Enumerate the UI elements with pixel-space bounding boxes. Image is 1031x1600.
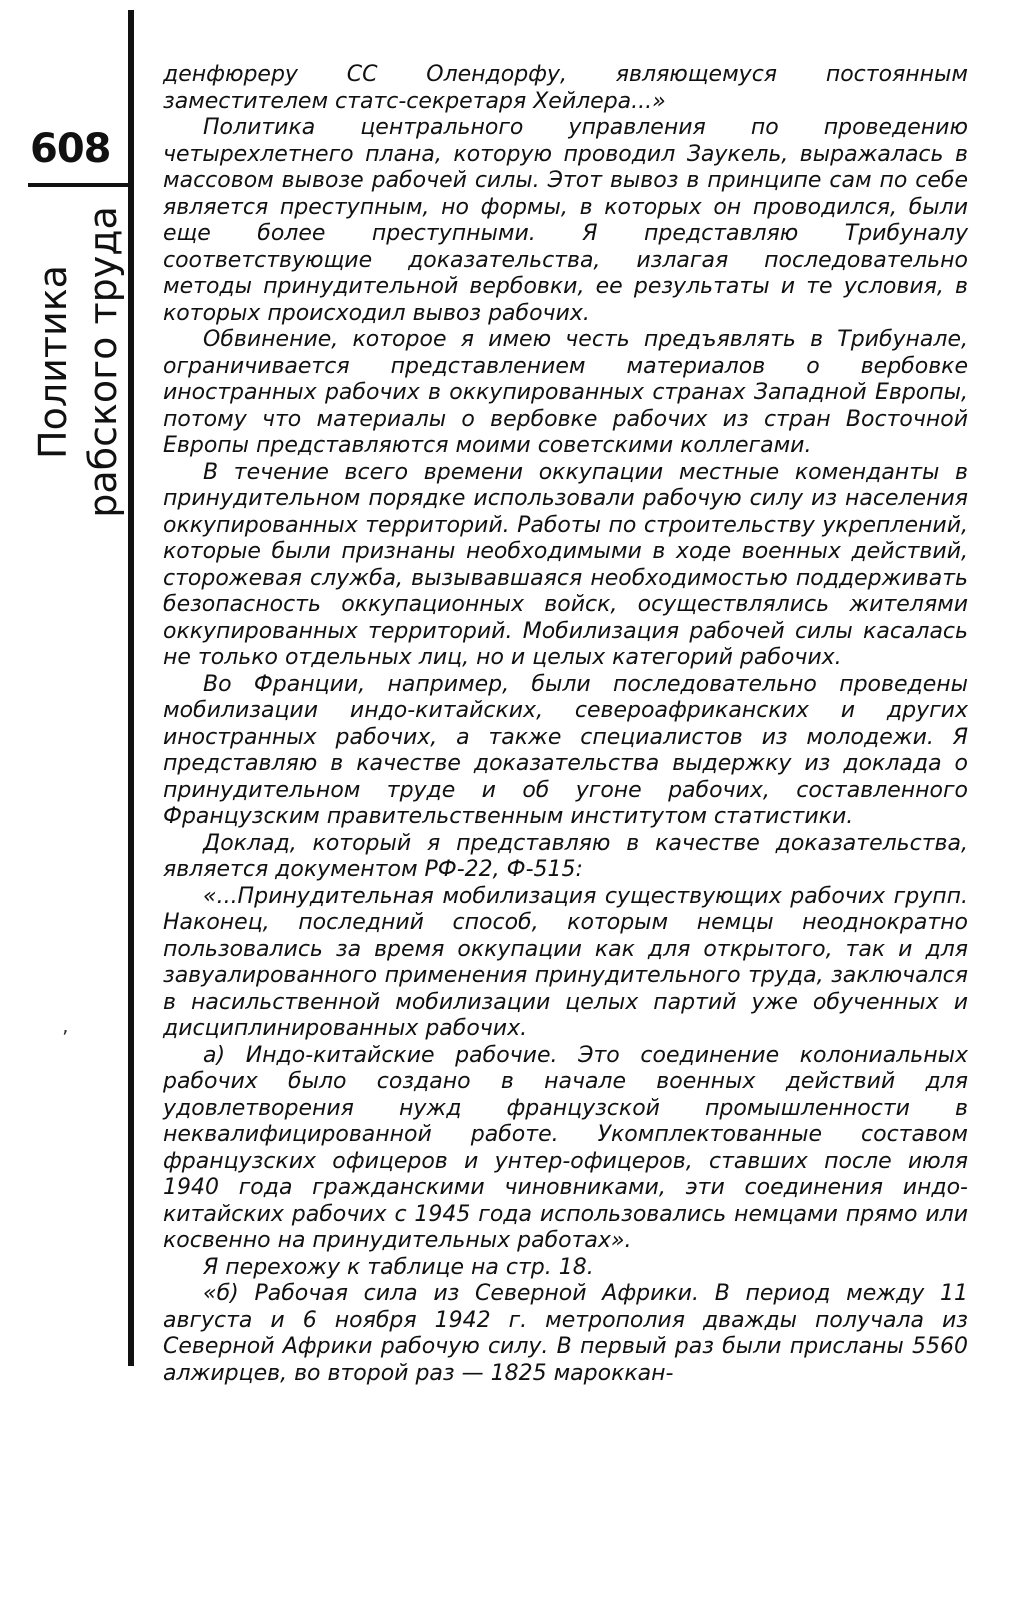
vertical-margin-rule [128,10,134,1366]
margin-mark: ’ [62,1026,69,1050]
page-number: 608 [30,126,111,172]
paragraph: Доклад, который я представляю в качестве доказательства, является документом РФ-22, Ф-515: [163,830,968,882]
paragraph: Политика центрального управления по проведению четырехлетнего плана, которую проводил Заукель, выражалась в массовом вывозе рабочей силы. Этот вывоз в принципе сам по себе является преступным, но формы, в которых он проводился, были еще более преступными. Я представляю Трибуналу соответствующие доказательства, излагая последовательно методы принудительной вербовки, ее результаты и те условия, в которых происходил вывоз рабочих. [163,115,968,326]
running-section-title [28,206,128,518]
paragraph: Обвинение, которое я имею честь предъявлять в Трибунале, ограничивается представлением материалов о вербовке иностранных рабочих в оккупированных странах Западной Европы, потому что материалы о вербовке рабочих из стран Восточной Европы представляются моими советскими коллегами. [163,327,968,458]
paragraph: Во Франции, например, были последовательно проведены мобилизации индо-китайских, североафриканских и других иностранных рабочих, а также специалистов из молодежи. Я представляю в качестве доказательства выдержку из доклада о принудительном труде и об угоне рабочих, составленного Французским правительственным институтом статистики. [163,671,968,829]
paragraph: В течение всего времени оккупации местные коменданты в принудительном порядке использовали рабочую силу из населения оккупированных территорий. Работы по строительству укреплений, которые были признаны необходимыми в ходе военных действий, сторожевая служба, вызывавшаяся необходимостью поддерживать безопасность оккупационных войск, осуществлялись жителями оккупированных территорий. Мобилизация рабочей силы касалась не только отдельных лиц, но и целых категорий рабочих. [163,459,968,670]
section-title-line-2: рабского труда [81,206,125,518]
page-sidebar [0,0,132,1600]
paragraph: Я перехожу к таблице на стр. 18. [203,1254,594,1280]
paragraph: денфюреру СС Олендорфу, являющемуся постоянным заместителем статс-секретаря Хейлера...» [163,62,968,114]
page-number-rule [28,183,128,187]
body-text [163,62,968,1387]
quote-paragraph: «б) Рабочая сила из Северной Африки. В период между 11 августа и 6 ноября 1942 г. метрополия дважды получала из Северной Африки рабочую силу. В первый раз были присланы 5560 алжирцев, во второй раз — 1825 мароккан- [163,1281,968,1386]
section-title-line-1: Политика [31,265,75,459]
quote-paragraph: «...Принудительная мобилизация существующих рабочих групп. Наконец, последний способ, которым немцы неоднократно пользовались за время оккупации как для открытого, так и для завуалированного применения принудительного труда, заключался в насильственной мобилизации целых партий уже обученных и дисциплинированных рабочих. [163,883,968,1041]
quote-paragraph: а) Индо-китайские рабочие. Это соединение колониальных рабочих было создано в начале военных действий для удовлетворения нужд французской промышленности в неквалифицированной работе. Укомплектованные составом французских офицеров и унтер-офицеров, ставших после июля 1940 года гражданскими чиновниками, эти соединения индо-китайских рабочих с 1945 года использовались немцами прямо или косвенно на принудительных работах». [163,1042,968,1253]
